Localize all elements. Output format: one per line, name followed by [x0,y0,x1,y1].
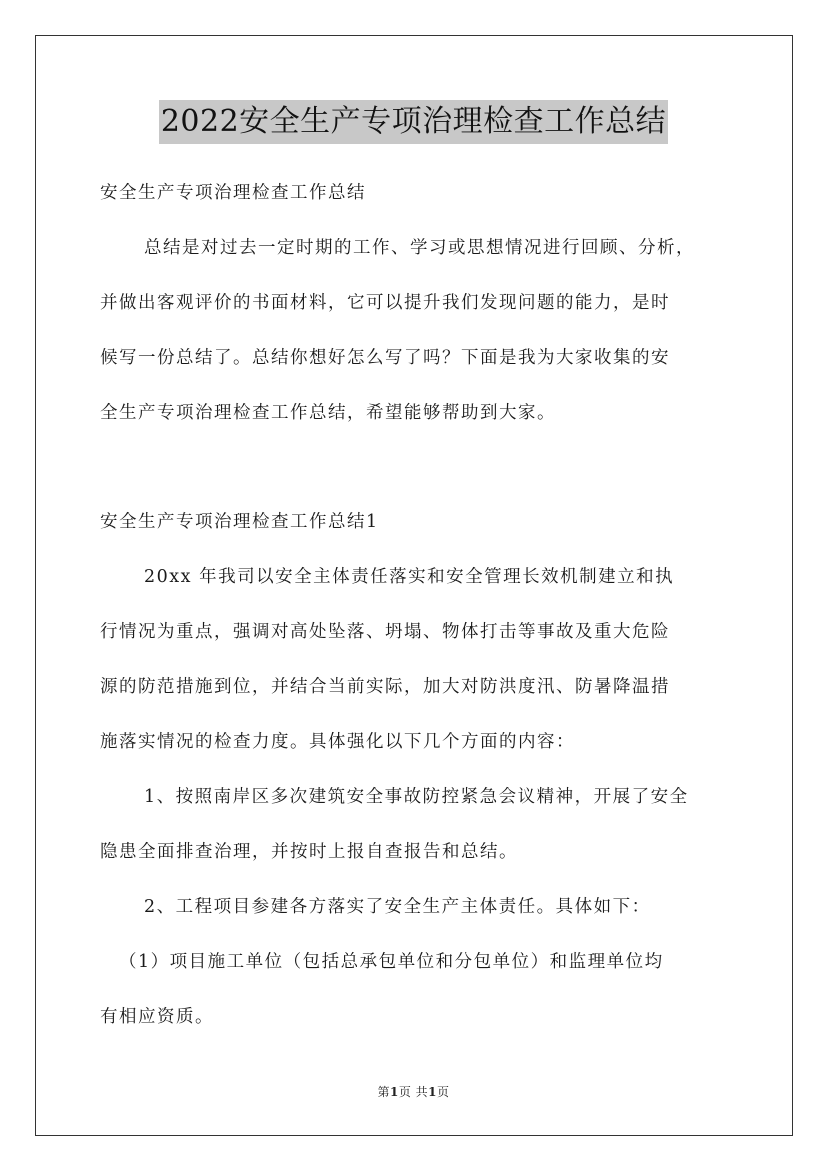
section1-para1-line-2: 行情况为重点，强调对高处坠落、坍塌、物体打击等事故及重大危险 [100,622,670,642]
title-container [0,100,827,144]
intro-line-1: 总结是对过去一定时期的工作、学习或思想情况进行回顾、分析， [144,238,695,258]
document-title: 2022安全生产专项治理检查工作总结 [159,100,668,144]
section1-item1-line-2: 隐患全面排查治理，并按时上报自查报告和总结。 [100,842,518,862]
intro-line-4: 全生产专项治理检查工作总结，希望能够帮助到大家。 [100,403,556,423]
section1-para1-line-4: 施落实情况的检查力度。具体强化以下几个方面的内容： [100,732,575,752]
section1-subitem1-line-1: （1）项目施工单位（包括总承包单位和分包单位）和监理单位均 [119,952,664,972]
section1-item1-line-1: 1、按照南岸区多次建筑安全事故防控紧急会议精神，开展了安全 [144,787,689,807]
section1-subitem1-line-2: 有相应资质。 [100,1007,214,1027]
section1-para1-line-1: 20xx 年我司以安全主体责任落实和安全管理长效机制建立和执 [144,567,675,587]
intro-line-2: 并做出客观评价的书面材料，它可以提升我们发现问题的能力，是时 [100,293,670,313]
footer-prefix: 第 [377,1085,390,1099]
page-footer [0,1083,827,1100]
section1-para1-line-3: 源的防范措施到位，并结合当前实际，加大对防洪度汛、防暑降温措 [100,677,670,697]
intro-line-3: 候写一份总结了。总结你想好怎么写了吗？下面是我为大家收集的安 [100,348,670,368]
section1-item2-line: 2、工程项目参建各方落实了安全生产主体责任。具体如下： [144,897,651,917]
document-body [100,173,728,1052]
footer-suffix: 页 [437,1085,450,1099]
section1-heading: 安全生产专项治理检查工作总结1 [100,512,379,532]
footer-page-number: 1 [389,1085,399,1099]
subtitle: 安全生产专项治理检查工作总结 [100,183,366,203]
section-gap [100,448,728,502]
footer-mid: 页 共 [398,1085,429,1099]
footer-total-pages: 1 [428,1085,438,1099]
